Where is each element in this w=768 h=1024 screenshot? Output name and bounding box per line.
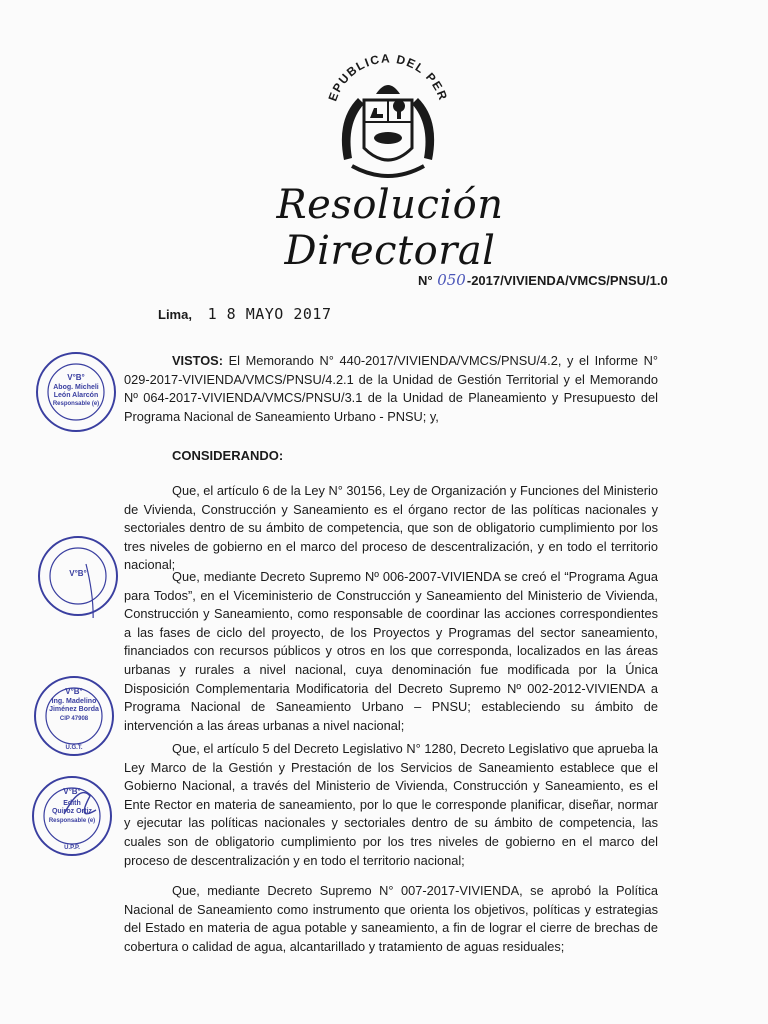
stamped-date: 1 8 MAYO 2017 — [207, 305, 332, 323]
stamp-name: León Alarcón — [53, 392, 99, 399]
stamp-vb: V°B° — [65, 687, 83, 696]
vistos-text: El Memorando N° 440-2017/VIVIENDA/VMCS/PNSU/4.2, y el Informe N° 029-2017-VIVIENDA/VMCS/PNSU/4.2.1 de la Unidad de Gestión Territorial y el Memorando Nº 064-2017-VIVIENDA/VMCS/PNSU/3.1 de la Unidad de Planeamiento y Presupuesto del Programa Nacional de Saneamiento Urbano - PNSU; y, — [124, 353, 658, 424]
stamp-vb: V°B° — [63, 787, 81, 796]
stamp-name: Abog. Micheli — [53, 384, 99, 391]
resolution-number — [418, 271, 668, 289]
date-line — [158, 305, 332, 323]
vistos-label: VISTOS: — [172, 353, 223, 368]
resolution-suffix: -2017/VIVIENDA/VMCS/PNSU/1.0 — [466, 273, 668, 288]
place-label: Lima, — [158, 307, 192, 322]
document-title: Resolución Directoral — [276, 182, 504, 274]
paragraph: Que, el artículo 6 de la Ley N° 30156, Ley de Organización y Funciones del Ministerio de Vivienda, Construcción y Saneamiento es el órgano rector de las políticas nacionales y sectoriales dentro de su ámbito de competencia, que son de obligatorio cumplimiento por los tres niveles de gobierno en el marco del proceso de descentralización, y en todo el territorio nacional; — [124, 483, 658, 573]
paragraph: Que, el artículo 5 del Decreto Legislativo N° 1280, Decreto Legislativo que aprueba la Ley Marco de la Gestión y Prestación de los Servicios de Saneamiento establece que el Gobierno Nacional, a través del Ministerio de Vivienda, Construcción y Saneamiento, es el Ente Rector en materia de saneamiento, por lo que le corresponde planificar, diseñar, normar y ejecutar las políticas nacionales y sectoriales dentro de su ámbito de competencia, las cuales son de obligatorio cumplimiento por los tres niveles de gobierno en el marco del proceso de descentralización y en todo el territorio nacional; — [124, 741, 658, 868]
stamp-unit: U.G.T. — [65, 745, 83, 751]
approval-stamp — [30, 774, 114, 858]
coat-of-arms-seal — [318, 40, 458, 190]
stamp-name: Edith — [63, 800, 81, 807]
seal-arc-text: EPUBLICA DEL PER — [325, 51, 451, 104]
stamp-role: Responsable (e) — [48, 818, 96, 824]
stamp-name: Ing. Madelino — [51, 698, 97, 705]
approval-stamp — [34, 350, 118, 434]
paragraph: Que, mediante Decreto Supremo N° 007-2017-VIVIENDA, se aprobó la Política Nacional de Saneamiento como instrumento que orienta los objetivos, políticas y estrategias del Estado en materia de agua potable y saneamiento, a fin de lograr el cierre de brechas de cobertura o calidad de agua, alcantarillado y tratamiento de aguas residuales; — [124, 883, 658, 954]
stamp-role: Responsable (e) — [52, 401, 100, 407]
stamp-vb: V°B° — [67, 373, 85, 382]
vistos-paragraph — [124, 352, 658, 426]
approval-stamp — [32, 674, 116, 758]
stamp-vb: V°B° — [69, 569, 87, 578]
stamp-name: Jiménez Borda — [49, 706, 99, 713]
stamp-role: CIP 47908 — [59, 716, 89, 722]
stamp-unit: U.P.P. — [64, 845, 80, 851]
approval-stamp — [36, 534, 120, 618]
handwritten-number: 050 — [437, 271, 466, 289]
paragraph: Que, mediante Decreto Supremo Nº 006-2007-VIVIENDA se creó el “Programa Agua para Todos”, en el Viceministerio de Construcción y Saneamiento del Ministerio de Vivienda, Construcción y Saneamiento, como responsable de coordinar las acciones correspondientes a las fases de ciclo del proyecto, de los Proyectos y Programas del sector saneamiento, financiados con recursos públicos y otros en los que corresponda, localizados en las áreas urbanas y rurales a nivel nacional, cuya denominación fue modificada por la Única Disposición Complementaria Modificatoria del Decreto Supremo Nº 002-2012-VIVIENDA a Programa Nacional de Saneamiento Urbano – PNSU; estableciendo su ámbito de intervención a las áreas urbanas a nivel nacional; — [124, 569, 658, 733]
considerando-heading: CONSIDERANDO: — [172, 448, 284, 463]
coat-of-arms-icon — [318, 40, 458, 190]
resolution-prefix: N° — [418, 273, 433, 288]
stamp-name: Quiroz Ortiz — [51, 808, 93, 815]
